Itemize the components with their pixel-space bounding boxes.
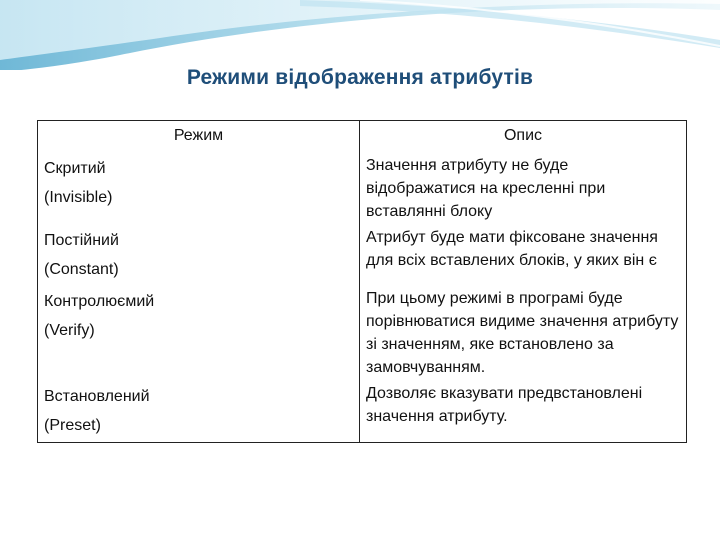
header-mode: Режим	[38, 121, 360, 154]
attributes-table	[37, 120, 687, 443]
table-header-row	[38, 121, 687, 154]
mode-cell: Скритий (Invisible)	[38, 153, 360, 225]
table-row	[38, 153, 687, 225]
mode-cell: Постійний (Constant)	[38, 225, 360, 286]
mode-cell: Контролюємий (Verify)	[38, 286, 360, 381]
description-cell: Дозволяє вказувати предвстановлені значення атрибуту.	[360, 381, 687, 443]
description-cell: Атрибут буде мати фіксоване значення для всіх вставлених блоків, у яких він є	[360, 225, 687, 286]
table-row	[38, 225, 687, 286]
header-description: Опис	[360, 121, 687, 154]
table-row	[38, 381, 687, 443]
mode-cell: Встановлений (Preset)	[38, 381, 360, 443]
description-cell: Значення атрибуту не буде відображатися на кресленні при вставлянні блоку	[360, 153, 687, 225]
page-title: Режими відображення атрибутів	[186, 66, 534, 89]
header-swoosh-decoration	[0, 0, 720, 70]
table-row	[38, 286, 687, 381]
description-cell: При цьому режимі в програмі буде порівнюватися видиме значення атрибуту зі значенням, яке встановлено за замовчуванням.	[360, 286, 687, 381]
